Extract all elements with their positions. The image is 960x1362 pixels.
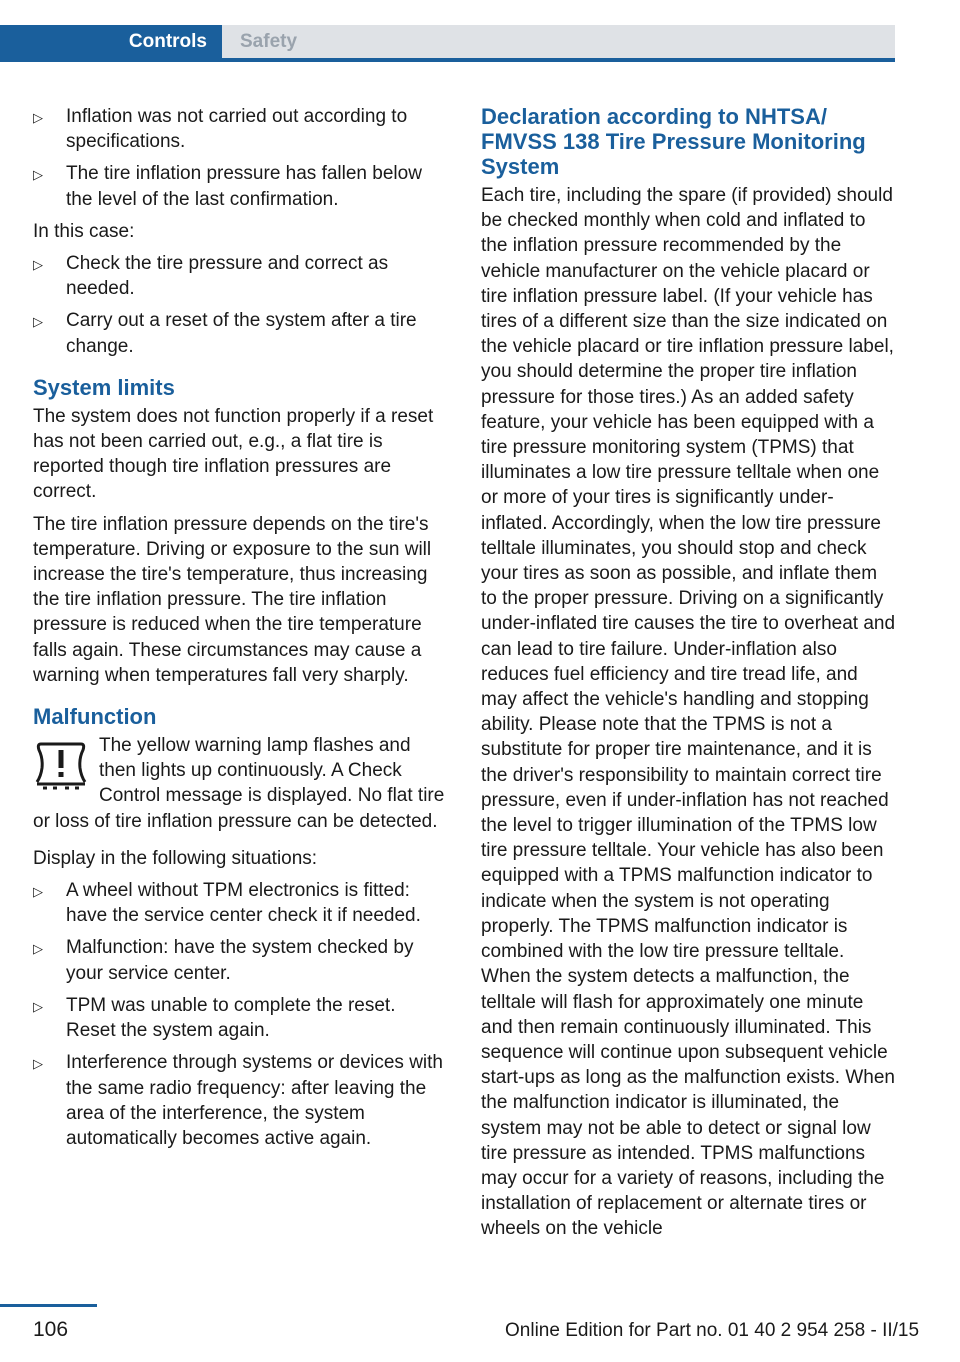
list-item: [33, 993, 447, 1043]
list-item-text: A wheel without TPM electronics is fitted: have the service center check it if needed.: [66, 880, 421, 927]
page-number: 106: [33, 1318, 69, 1341]
list-item: [33, 104, 447, 154]
list-item-text: Interference through systems or devices with the same radio frequency: after leaving the area of the interference, the system automatically becomes active again.: [66, 1052, 444, 1149]
list-item: [33, 935, 447, 985]
footer-rule: [0, 1304, 97, 1307]
list-item-text: Inflation was not carried out according to specifications.: [66, 106, 408, 153]
list-item: [33, 878, 447, 928]
right-column: [481, 104, 896, 1249]
header-underline: [0, 58, 895, 62]
list-item: [33, 1050, 447, 1151]
list-item-text: TPM was unable to complete the reset. Reset the system again.: [66, 994, 396, 1042]
list-item: [33, 308, 447, 358]
malfunction-block: [33, 733, 447, 834]
triangle-bullet-icon: ▷: [33, 884, 43, 900]
list-item: [33, 161, 447, 211]
triangle-bullet-icon: ▷: [33, 1056, 43, 1072]
nhtsa-declaration-heading: Declaration according to NHTSA/ FMVSS 138 Tire Pressure Monitoring System: [481, 104, 866, 179]
nhtsa-declaration-body: Each tire, including the spare (if provided) should be checked monthly when cold and inflated to the inflation pressure recommended by the vehicle manufacturer on the vehicle placard or tire inflation pressure label. (If your vehicle has tires of a different size than the size indicated on the vehicle placard or tire inflation pressure label, you should determine the proper tire inflation pressure for those tires.) As an added safety feature, your vehicle has been equipped with a tire pressure monitoring system (TPMS) that illuminates a low tire pressure telltale when one or more of your tires is significantly under-inflated. Accordingly, when the low tire pressure telltale illuminates, you should stop and check your tires as soon as possible, and inflate them to the proper pressure. Driving on a significantly under-inflated tire causes the tire to overheat and can lead to tire failure. Under-inflation also reduces fuel efficiency and tire tread life, and may affect the vehicle's handling and stopping ability. Please note that the TPMS is not a substitute for proper tire maintenance, and it is the driver's responsibility to maintain correct tire pressure, even if under-inflation has not reached the level to trigger illumination of the TPMS low tire pressure telltale. Your vehicle has also been equipped with a TPMS malfunction indicator to indicate when the system is not operating properly. The TPMS malfunction indicator is combined with the low tire pressure telltale. When the system detects a malfunction, the telltale will flash for approximately one minute and then remain continuously illuminated. This sequence will continue upon subsequent vehicle start-ups as long as the malfunction exists. When the malfunction indicator is illuminated, the system may not be able to detect or signal low tire pressure as intended. TPMS malfunctions may occur for a variety of reasons, including the installation of replacement or alternate tires or wheels on the vehicle: [481, 185, 896, 1240]
header-tab-bar: [0, 25, 895, 62]
left-column: [33, 104, 447, 1158]
malfunction-heading: Malfunction: [33, 704, 157, 730]
list-item-text: Malfunction: have the system checked by your service center.: [66, 937, 414, 984]
system-limits-paragraph-2: The tire inflation pressure depends on the tire's temperature. Driving or exposure to the sun will increase the tire's temperature, thus increasing the tire inflation pressure. The tire inflation pressure is reduced when the tire temperature falls again. These circumstances may cause a warning when temperatures fall very sharply.: [33, 513, 432, 686]
list-item-text: Check the tire pressure and correct as needed.: [66, 253, 389, 300]
display-intro-text: Display in the following situations:: [33, 847, 318, 869]
list-item-text: Carry out a reset of the system after a tire change.: [66, 310, 417, 357]
tab-controls-label: Controls: [128, 31, 207, 52]
malfunction-text: The yellow warning lamp flashes and then lights up continuously. A Check Control message is displayed. No flat tire or loss of tire inflation pressure can be detected.: [33, 735, 445, 832]
triangle-bullet-icon: ▷: [33, 998, 43, 1014]
edition-text: Online Edition for Part no. 01 40 2 954 258 - II/15: [505, 1320, 920, 1341]
triangle-bullet-icon: ▷: [33, 167, 43, 183]
triangle-bullet-icon: ▷: [33, 110, 43, 125]
tab-safety[interactable]: Safety: [240, 31, 298, 52]
tab-controls[interactable]: [0, 25, 222, 58]
in-this-case-text: In this case:: [33, 220, 135, 242]
tire-pressure-warning-icon: [33, 738, 89, 792]
system-limits-heading: System limits: [33, 374, 175, 400]
triangle-bullet-icon: ▷: [33, 941, 43, 957]
triangle-bullet-icon: ▷: [33, 314, 43, 330]
system-limits-paragraph-1: The system does not function properly if a reset has not been carried out, e.g., a flat tire is reported though tire inflation pressures are correct.: [33, 405, 434, 503]
list-item: [33, 251, 447, 301]
list-item-text: The tire inflation pressure has fallen below the level of the last confirmation.: [66, 163, 422, 210]
triangle-bullet-icon: ▷: [33, 257, 43, 273]
